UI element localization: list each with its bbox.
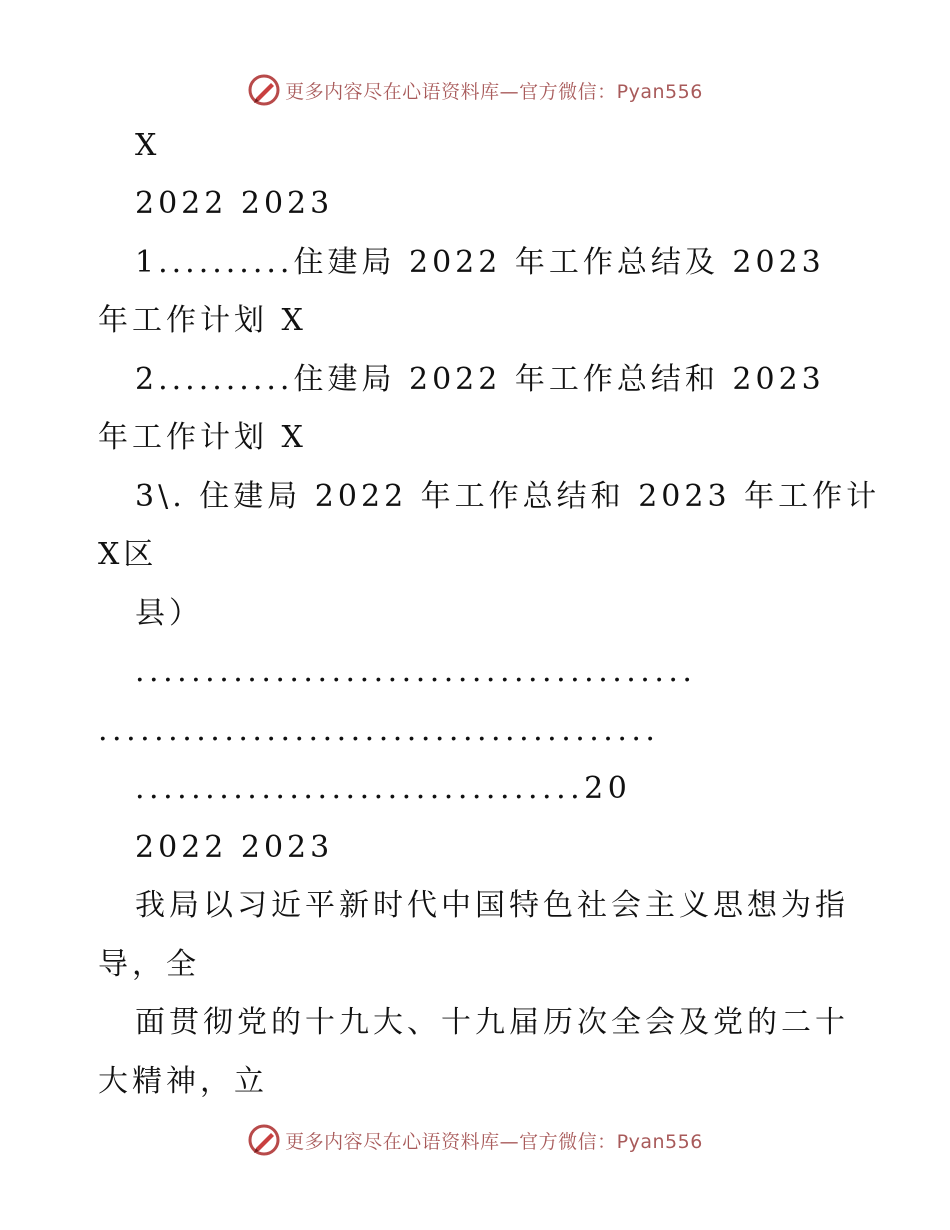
toc-item-2: 2..........住建局 2022 年工作总结和 2023 xyxy=(135,362,825,397)
pen-logo-icon xyxy=(247,73,281,107)
pen-logo-icon xyxy=(247,1123,281,1157)
toc-leader-dots-1: ........................................ xyxy=(135,654,697,689)
watermark-text: 更多内容尽在心语资料库—官方微信：Pyan556 xyxy=(285,1130,703,1153)
doc-line-1: X xyxy=(135,128,161,163)
toc-item-1-cont: 年工作计划 X xyxy=(98,303,307,338)
toc-leader-dots-2: ........................................ xyxy=(98,713,660,748)
body-paragraph-line-2: 导，全 xyxy=(98,947,200,982)
header-watermark xyxy=(0,70,950,110)
toc-item-3: 3\. 住建局 2022 年工作总结和 2023 年工作计 xyxy=(135,479,881,514)
toc-item-2-cont: 年工作计划 X xyxy=(98,420,307,455)
body-paragraph-line-1: 我局以习近平新时代中国特色社会主义思想为指 xyxy=(135,888,849,923)
body-paragraph-line-3: 面贯彻党的十九大、十九届历次全会及党的二十 xyxy=(135,1005,849,1040)
toc-item-3-cont2: 县） xyxy=(135,596,203,631)
doc-heading-years: 2022 2023 xyxy=(135,830,334,865)
body-paragraph-line-4: 大精神，立 xyxy=(98,1064,268,1099)
footer-watermark xyxy=(0,1120,950,1160)
doc-line-2: 2022 2023 xyxy=(135,186,334,221)
toc-leader-dots-3: ................................20 xyxy=(135,771,632,806)
toc-item-3-cont: X区 xyxy=(98,537,158,572)
watermark-text: 更多内容尽在心语资料库—官方微信：Pyan556 xyxy=(285,80,703,103)
toc-item-1: 1..........住建局 2022 年工作总结及 2023 xyxy=(135,245,825,280)
